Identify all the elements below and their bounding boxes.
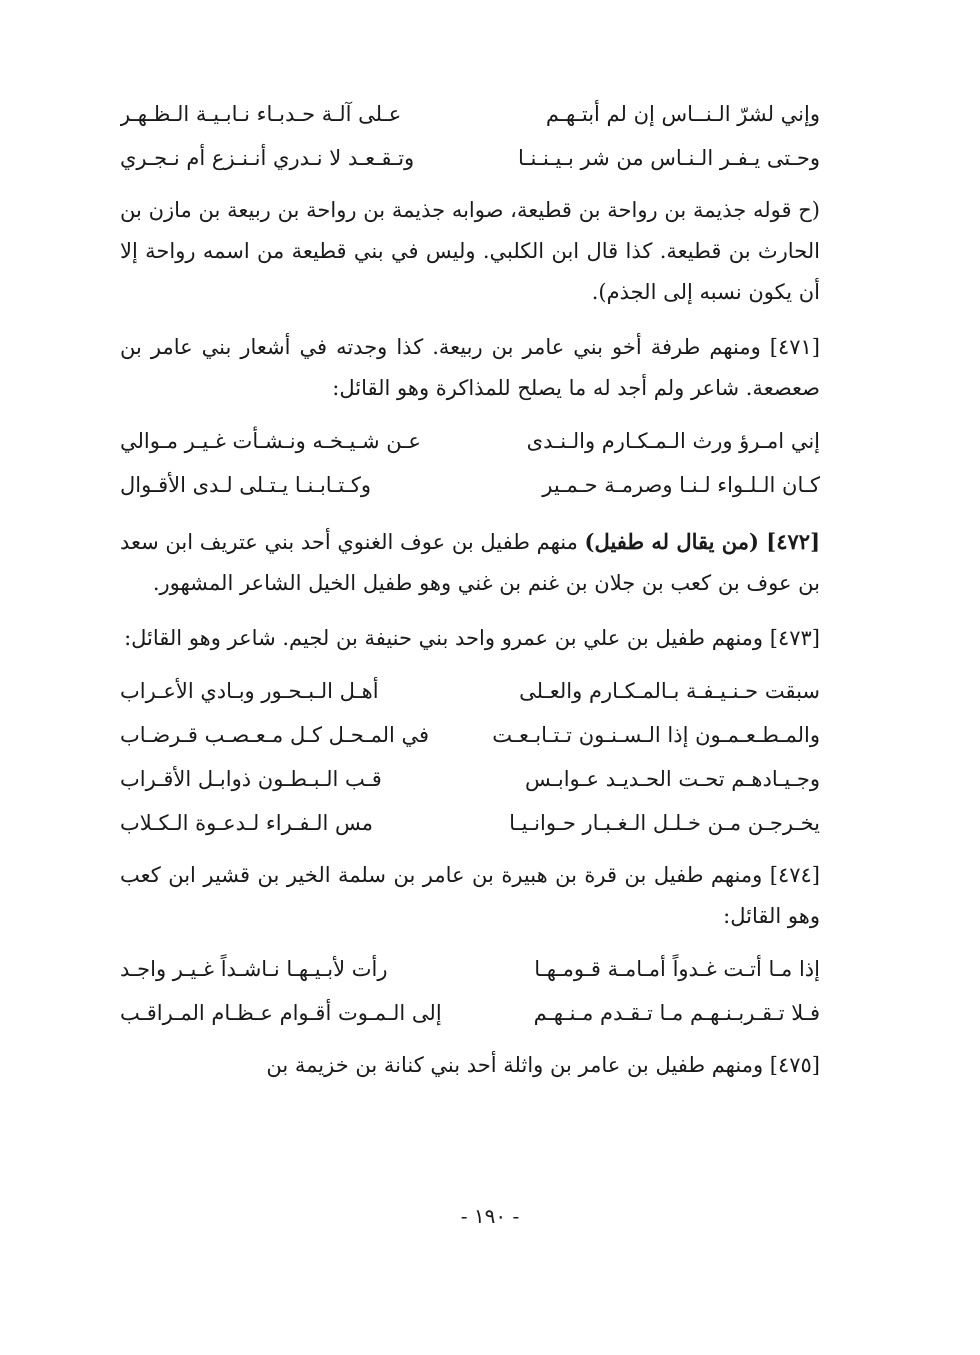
- poem3-verse-1: [120, 669, 820, 713]
- entry-472-label: [٤٧٢] (من يقال له طفيل): [584, 529, 820, 554]
- hemistich-second: إلى الـمـوت أقـوام عـظـام المـراقـب: [120, 1001, 442, 1025]
- entry-471: [٤٧١] ومنهم طرفة أخو بني عامر بن ربيعة. كذا وجدته في أشعار بني عامر بن صعصعة. شاعر ولم أجد له ما يصلح للمذاكرة وهو القائل:: [120, 335, 820, 400]
- entry-473: [٤٧٣] ومنهم طفيل بن علي بن عمرو واحد بني حنيفة بن لجيم. شاعر وهو القائل:: [124, 626, 820, 650]
- poem1-verse-1: [120, 92, 820, 136]
- hemistich-second: وتـقـعـد لا نـدري أنـنـزع أم نـجـري: [120, 146, 415, 170]
- page-number: - ١٩٠ -: [460, 1204, 520, 1228]
- hemistich-second: قـب الـبـطـون ذوابـل الأقـراب: [120, 767, 382, 791]
- hemistich-first: إذا مـا أتـت غـدواً أمـامـة قـومـهـا: [534, 957, 820, 981]
- poem1-verse-2: [120, 136, 820, 180]
- entry-472-text: منهم طفيل بن عوف الغنوي أحد بني عتريف ابن سعد بن عوف بن كعب بن جلان بن غنم بن غني وهو طفيل الخيل الشاعر المشهور.: [120, 530, 820, 595]
- poem2-verse-1: [120, 419, 820, 463]
- poem3-verse-3: [120, 757, 820, 801]
- hemistich-second: رأت لأبـيـهـا نـاشـداً غـيـر واجـد: [120, 957, 388, 981]
- hemistich-first: وجـيـادهـم تحـت الحـديـد عـوابـس: [524, 767, 820, 791]
- hemistich-second: في المـحـل كـل مـعـصـب قـرضـاب: [120, 723, 430, 747]
- hemistich-first: إني امـرؤ ورث الـمـكـارم والـنـدى: [526, 429, 820, 453]
- hemistich-first: وحـتى يـفـر الـنـاس من شر بـيـنـنـا: [517, 146, 820, 170]
- hemistich-first: فـلا تـقـربـنـهـم مـا تـقـدم مـنـهـم: [533, 1001, 820, 1025]
- hemistich-second: وكـتـابـنـا يـتـلى لـدى الأقـوال: [120, 473, 371, 497]
- hemistich-first: كـان الـلـواء لـنـا وصرمـة حـمـير: [542, 473, 820, 497]
- hemistich-second: عـلى آلـة حـدبـاء نـابـيـة الـظـهـر: [120, 102, 402, 126]
- poem3-verse-4: [120, 801, 820, 845]
- hemistich-first: سبقت حـنـيـفـة بـالمـكـارم والعـلى: [519, 679, 820, 703]
- poem4-verse-1: [120, 947, 820, 991]
- hemistich-second: أهـل الـبـحـور وبـادي الأعـراب: [120, 679, 379, 703]
- hemistich-first: يخـرجـن مـن خـلـل الـغـبـار حـوانـيـا: [509, 811, 820, 835]
- poem3-verse-2: [120, 713, 820, 757]
- hemistich-first: والمـطـعـمـون إذا الـسـنـون تـتـابـعـت: [492, 723, 820, 747]
- hemistich-second: مس الـفـراء لـدعـوة الـكـلاب: [120, 811, 374, 835]
- page-body: [120, 92, 820, 1086]
- entry-474: [٤٧٤] ومنهم طفيل بن قرة بن هبيرة بن عامر بن سلمة الخير بن قشير ابن كعب وهو القائل:: [120, 863, 820, 928]
- editor-note: (ح قوله جذيمة بن رواحة بن قطيعة، صوابه جذيمة بن رواحة بن ربيعة بن مازن بن الحارث بن قطيعة. كذا قال ابن الكلبي. وليس في بني قطيعة من اسمه رواحة إلا أن يكون نسبه إلى الجذم).: [120, 198, 820, 304]
- entry-472: [120, 521, 820, 604]
- poem4-verse-2: [120, 991, 820, 1035]
- hemistich-second: عـن شـيـخـه ونـشـأت غـيـر مـوالي: [120, 429, 421, 453]
- hemistich-first: وإني لشرّ الـنــاس إن لم أبتـهـم: [545, 102, 820, 126]
- entry-475: [٤٧٥] ومنهم طفيل بن عامر بن واثلة أحد بني كنانة بن خزيمة بن: [266, 1053, 820, 1077]
- poem2-verse-2: [120, 463, 820, 507]
